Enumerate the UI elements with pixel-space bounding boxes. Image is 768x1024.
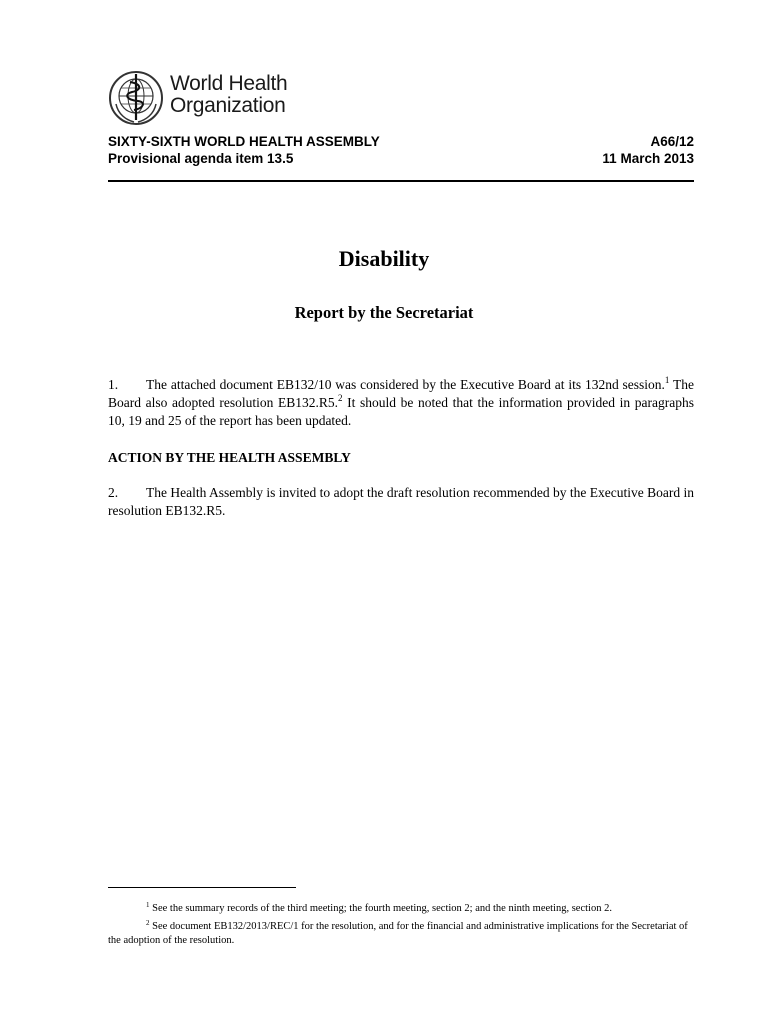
header-divider [108,180,694,182]
paragraph-1 [108,376,694,430]
document-number: A66/12 [650,134,694,149]
footnote-divider [108,887,296,888]
paragraph-number: 2. [108,485,119,500]
footnote-ref-2: 2 [338,393,343,403]
who-logo [108,70,308,126]
footnote-2 [108,920,694,948]
agenda-item: Provisional agenda item 13.5 [108,151,294,166]
footnote-text: See document EB132/2013/REC/1 for the resolution, and for the financial and administrative implications for the Secretariat of the adoption of the resolution. [108,921,688,946]
section-heading: ACTION BY THE HEALTH ASSEMBLY [108,450,351,465]
organization-name [170,73,287,117]
footnote-text: See the summary records of the third meeting; the fourth meeting, section 2; and the ninth meeting, section 2. [152,903,612,914]
paragraph-2 [108,484,694,520]
footnote-ref-1: 1 [664,375,670,385]
org-name-line-2: Organization [170,94,286,117]
footnote-1 [108,902,694,916]
footnote-mark: 2 [146,919,150,927]
paragraph-text: The attached document EB132/10 was considered by the Executive Board at its 132nd session. [146,377,665,392]
paragraph-text: The Board also adopted resolution EB132.R5. [108,377,695,410]
paragraph-text: It should be noted that the information provided in paragraphs 10, 19 and 25 of the report has been updated. [108,395,694,428]
paragraph-number: 1. [108,377,119,392]
org-name-line-1: World Health [170,72,288,95]
document-subtitle: Report by the Secretariat [294,303,474,322]
footnote-mark: 1 [146,901,150,909]
document-date: 11 March 2013 [602,151,694,166]
assembly-name: SIXTY-SIXTH WORLD HEALTH ASSEMBLY [108,134,380,149]
paragraph-text: The Health Assembly is invited to adopt the draft resolution recommended by the Executive Board in resolution EB132.R5. [108,485,694,518]
document-title: Disability [338,246,430,271]
who-emblem-icon [108,70,164,126]
